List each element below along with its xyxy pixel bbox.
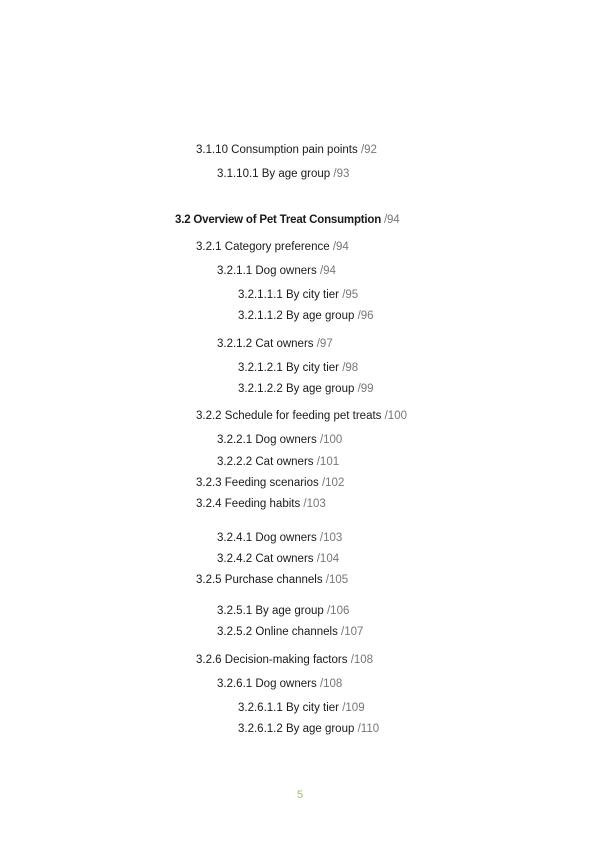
toc-entry-page: /94 <box>384 214 400 226</box>
toc-entry-title: 3.2.1.2.2 By age group <box>238 383 355 395</box>
toc-entry-page: /102 <box>321 477 345 489</box>
toc-entry-page: /103 <box>319 532 343 544</box>
toc-entry-title: 3.2.2.1 Dog owners <box>217 434 317 446</box>
toc-entry-title: 3.2.4 Feeding habits <box>196 498 301 510</box>
toc-entry-title: 3.2.3 Feeding scenarios <box>196 477 319 489</box>
toc-entry-title: 3.2.1.1 Dog owners <box>217 265 317 277</box>
toc-entry-3-2-6-1-1 <box>238 701 365 715</box>
toc-entry-3-2-2-1 <box>217 433 342 447</box>
toc-entry-page: /105 <box>325 574 349 586</box>
toc-entry-title: 3.2.5.1 By age group <box>217 605 324 617</box>
toc-entry-page: /108 <box>319 678 343 690</box>
toc-entry-3-2-5-1 <box>217 604 349 618</box>
toc-entry-3-2-4-1 <box>217 531 342 545</box>
toc-entry-title: 3.2.1 Category preference <box>196 241 330 253</box>
toc-entry-page: /96 <box>357 310 374 322</box>
toc-entry-title: 3.2.4.2 Cat owners <box>217 553 314 565</box>
toc-entry-title: 3.2.5 Purchase channels <box>196 574 323 586</box>
toc-entry-3-2-1-1-2 <box>238 309 374 323</box>
toc-entry-title: 3.2.6.1 Dog owners <box>217 678 317 690</box>
toc-entry-title: 3.2.1.1.2 By age group <box>238 310 355 322</box>
toc-entry-title: 3.1.10 Consumption pain points <box>196 144 358 156</box>
toc-entry-page: /103 <box>303 498 326 510</box>
toc-entry-3-2-2-2 <box>217 455 339 469</box>
toc-entry-page: /101 <box>316 456 340 468</box>
toc-entry-3-2-4 <box>196 497 326 511</box>
toc-entry-3-2-1-1-1 <box>238 288 358 302</box>
toc-entry-3-2-1-2 <box>217 337 333 351</box>
toc-entry-title: 3.2.1.2 Cat owners <box>217 338 314 350</box>
page-number: 5 <box>296 789 304 801</box>
toc-entry-title: 3.2.2.2 Cat owners <box>217 456 314 468</box>
toc-entry-title: 3.2.1.1.1 By city tier <box>238 289 339 301</box>
toc-entry-3-2-2 <box>196 409 407 423</box>
toc-section-heading-3-2 <box>175 213 399 227</box>
toc-entry-page: /93 <box>333 168 350 180</box>
toc-entry-3-2-6-1-2 <box>238 722 379 736</box>
toc-entry-page: /92 <box>360 144 377 156</box>
toc-entry-page: /109 <box>342 702 365 714</box>
toc-entry-page: /104 <box>316 553 340 565</box>
toc-entry-3-2-1-2-2 <box>238 382 374 396</box>
toc-entry-page: /100 <box>319 434 343 446</box>
toc-entry-page: /110 <box>357 723 380 735</box>
toc-entry-title: 3.2.2 Schedule for feeding pet treats <box>196 410 382 422</box>
toc-entry-page: /107 <box>341 626 364 638</box>
toc-entry-title: 3.2.6.1.1 By city tier <box>238 702 339 714</box>
toc-entry-3-2-6 <box>196 653 373 667</box>
toc-entry-title: 3.2.6.1.2 By age group <box>238 723 355 735</box>
toc-entry-3-2-3 <box>196 476 344 490</box>
toc-entry-title: 3.2.6 Decision-making factors <box>196 654 348 666</box>
toc-entry-3-2-1-2-1 <box>238 361 358 375</box>
toc-entry-title: 3.2.1.2.1 By city tier <box>238 362 339 374</box>
toc-entry-title: 3.2 Overview of Pet Treat Consumption <box>175 214 382 226</box>
toc-entry-3-2-4-2 <box>217 552 339 566</box>
toc-entry-3-2-5 <box>196 573 348 587</box>
toc-entry-3-2-1 <box>196 240 349 254</box>
toc-entry-page: /98 <box>342 362 359 374</box>
toc-entry-page: /97 <box>316 338 333 350</box>
toc-entry-3-2-6-1 <box>217 677 342 691</box>
toc-entry-page: /99 <box>357 383 374 395</box>
toc-entry-title: 3.2.5.2 Online channels <box>217 626 338 638</box>
toc-entry-3-1-10 <box>196 143 377 157</box>
toc-entry-page: /95 <box>342 289 359 301</box>
toc-entry-page: /100 <box>384 410 407 422</box>
toc-entry-page: /94 <box>332 241 349 253</box>
toc-entry-page: /94 <box>319 265 336 277</box>
toc-entry-3-2-5-2 <box>217 625 363 639</box>
toc-entry-title: 3.1.10.1 By age group <box>217 168 331 180</box>
toc-entry-3-2-1-1 <box>217 264 336 278</box>
toc-entry-3-1-10-1 <box>217 167 349 181</box>
toc-entry-page: /108 <box>350 654 374 666</box>
toc-entry-title: 3.2.4.1 Dog owners <box>217 532 320 544</box>
toc-entry-page: /106 <box>326 605 350 617</box>
